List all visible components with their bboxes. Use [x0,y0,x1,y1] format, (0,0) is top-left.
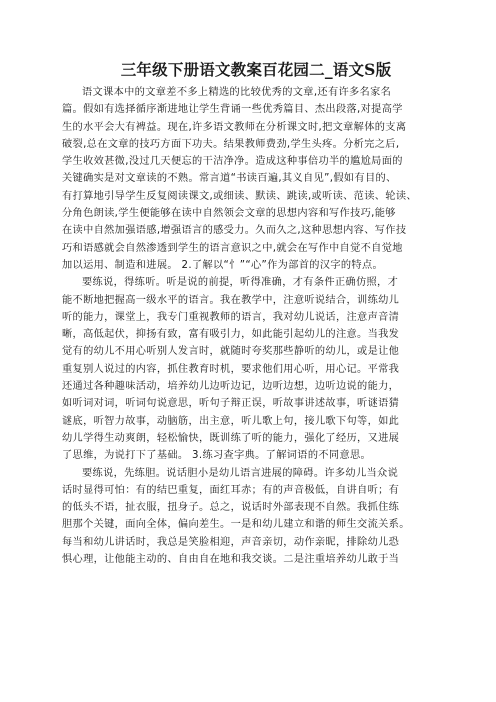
text-line: 分角色朗读,学生便能够在读中自然领会文章的思想内容和写作技巧,能够 [62,208,396,220]
text-line: 了思维，为说打下了基础。 3.练习查字典。了解词语的不同意思。 [62,450,372,462]
text-line: 能不断地把握高一级水平的语言。我在教学中，注意听说结合，训练幼儿 [62,294,400,306]
text-line: 语文课本中的文章差不多上精选的比较优秀的文章,还有许多名家名 [82,87,392,98]
text-line: 巧和语感就会自然渗透到学生的语言意识之中,就会在写作中自觉不自觉地 [62,242,403,254]
document-title: 三年级下册语文教案百花园二_语文S版 [120,60,392,79]
text-line: 惧心理，让他能主动的、自由自在地和我交谈。二是注重培养幼儿敢于当 [62,554,400,566]
text-line: 关键确实是对文章读的不熟。常言道“书读百遍,其义自见”,假如有目的、 [62,173,397,185]
text-line: 觉有的幼儿不用心听别人发言时，就随时夸奖那些静听的幼儿，或是让他 [62,346,400,358]
text-line: 的低头不语，扯衣服，扭身子。总之，说话时外部表现不自然。我抓住练 [62,502,400,514]
text-line: 破裂,总在文章的技巧方面下功夫。结果教师费劲,学生头疼。分析完之后, [62,138,400,150]
text-line: 在读中自然加强语感,增强语言的感受力。久而久之,这种思想内容、写作技 [62,225,407,237]
text-line: 谜底，听智力故事，动脑筋，出主意，听儿歌上句，接儿歌下句等，如此 [62,415,400,427]
document-body [62,84,450,568]
text-line: 要练说，先练胆。说话胆小是幼儿语言进展的障碍。许多幼儿当众说 [82,467,399,479]
text-line: 重复别人说过的内容，抓住教育时机，要求他们用心听，用心记。平常我 [62,363,400,375]
text-line: 生的水平会大有裨益。现在,许多语文教师在分析课文时,把文章解体的支离 [62,121,407,133]
text-line: 话时显得可怕：有的结巴重复，面红耳赤；有的声音极低，自讲自听；有 [62,484,400,496]
text-line: 加以运用、制造和进展。 2.了解以“忄”“心”作为部首的汉字的特点。 [62,259,384,271]
text-line: 幼儿学得生动爽朗，轻松愉快，既训练了听的能力，强化了经历，又进展 [62,432,400,444]
text-line: 学生收效甚微,没过几天便忘的干洁净净。造成这种事倍功半的尴尬局面的 [62,156,403,168]
text-line: 听的能力，课堂上，我专门重视教师的语言，我对幼儿说话，注意声音清 [62,311,400,323]
text-line: 要练说，得练听。听是说的前提，听得准确，才有条件正确仿照，才 [82,277,399,289]
text-line: 篇。假如有选择循序渐进地让学生背诵一些优秀篇目、杰出段落,对提高学 [62,104,403,116]
text-line: 每当和幼儿讲话时，我总是笑脸相迎，声音亲切，动作亲昵，排除幼儿恐 [62,536,400,548]
text-line: 有打算地引导学生反复阅读课文,或细读、默读、跳读,或听读、范读、轮读、 [62,190,417,202]
text-line: 胆那个关键，面向全体，偏向差生。一是和幼儿建立和谐的师生交流关系。 [62,519,410,531]
text-line: 晰，高低起伏，抑扬有致，富有吸引力，如此能引起幼儿的注意。当我发 [62,329,400,341]
text-line: 还通过各种趣味活动，培养幼儿边听边记，边听边想，边听边说的能力， [62,381,400,393]
text-line: 如听词对词，听词句说意思，听句子辩正误，听故事讲述故事，听谜语猜 [62,398,400,410]
